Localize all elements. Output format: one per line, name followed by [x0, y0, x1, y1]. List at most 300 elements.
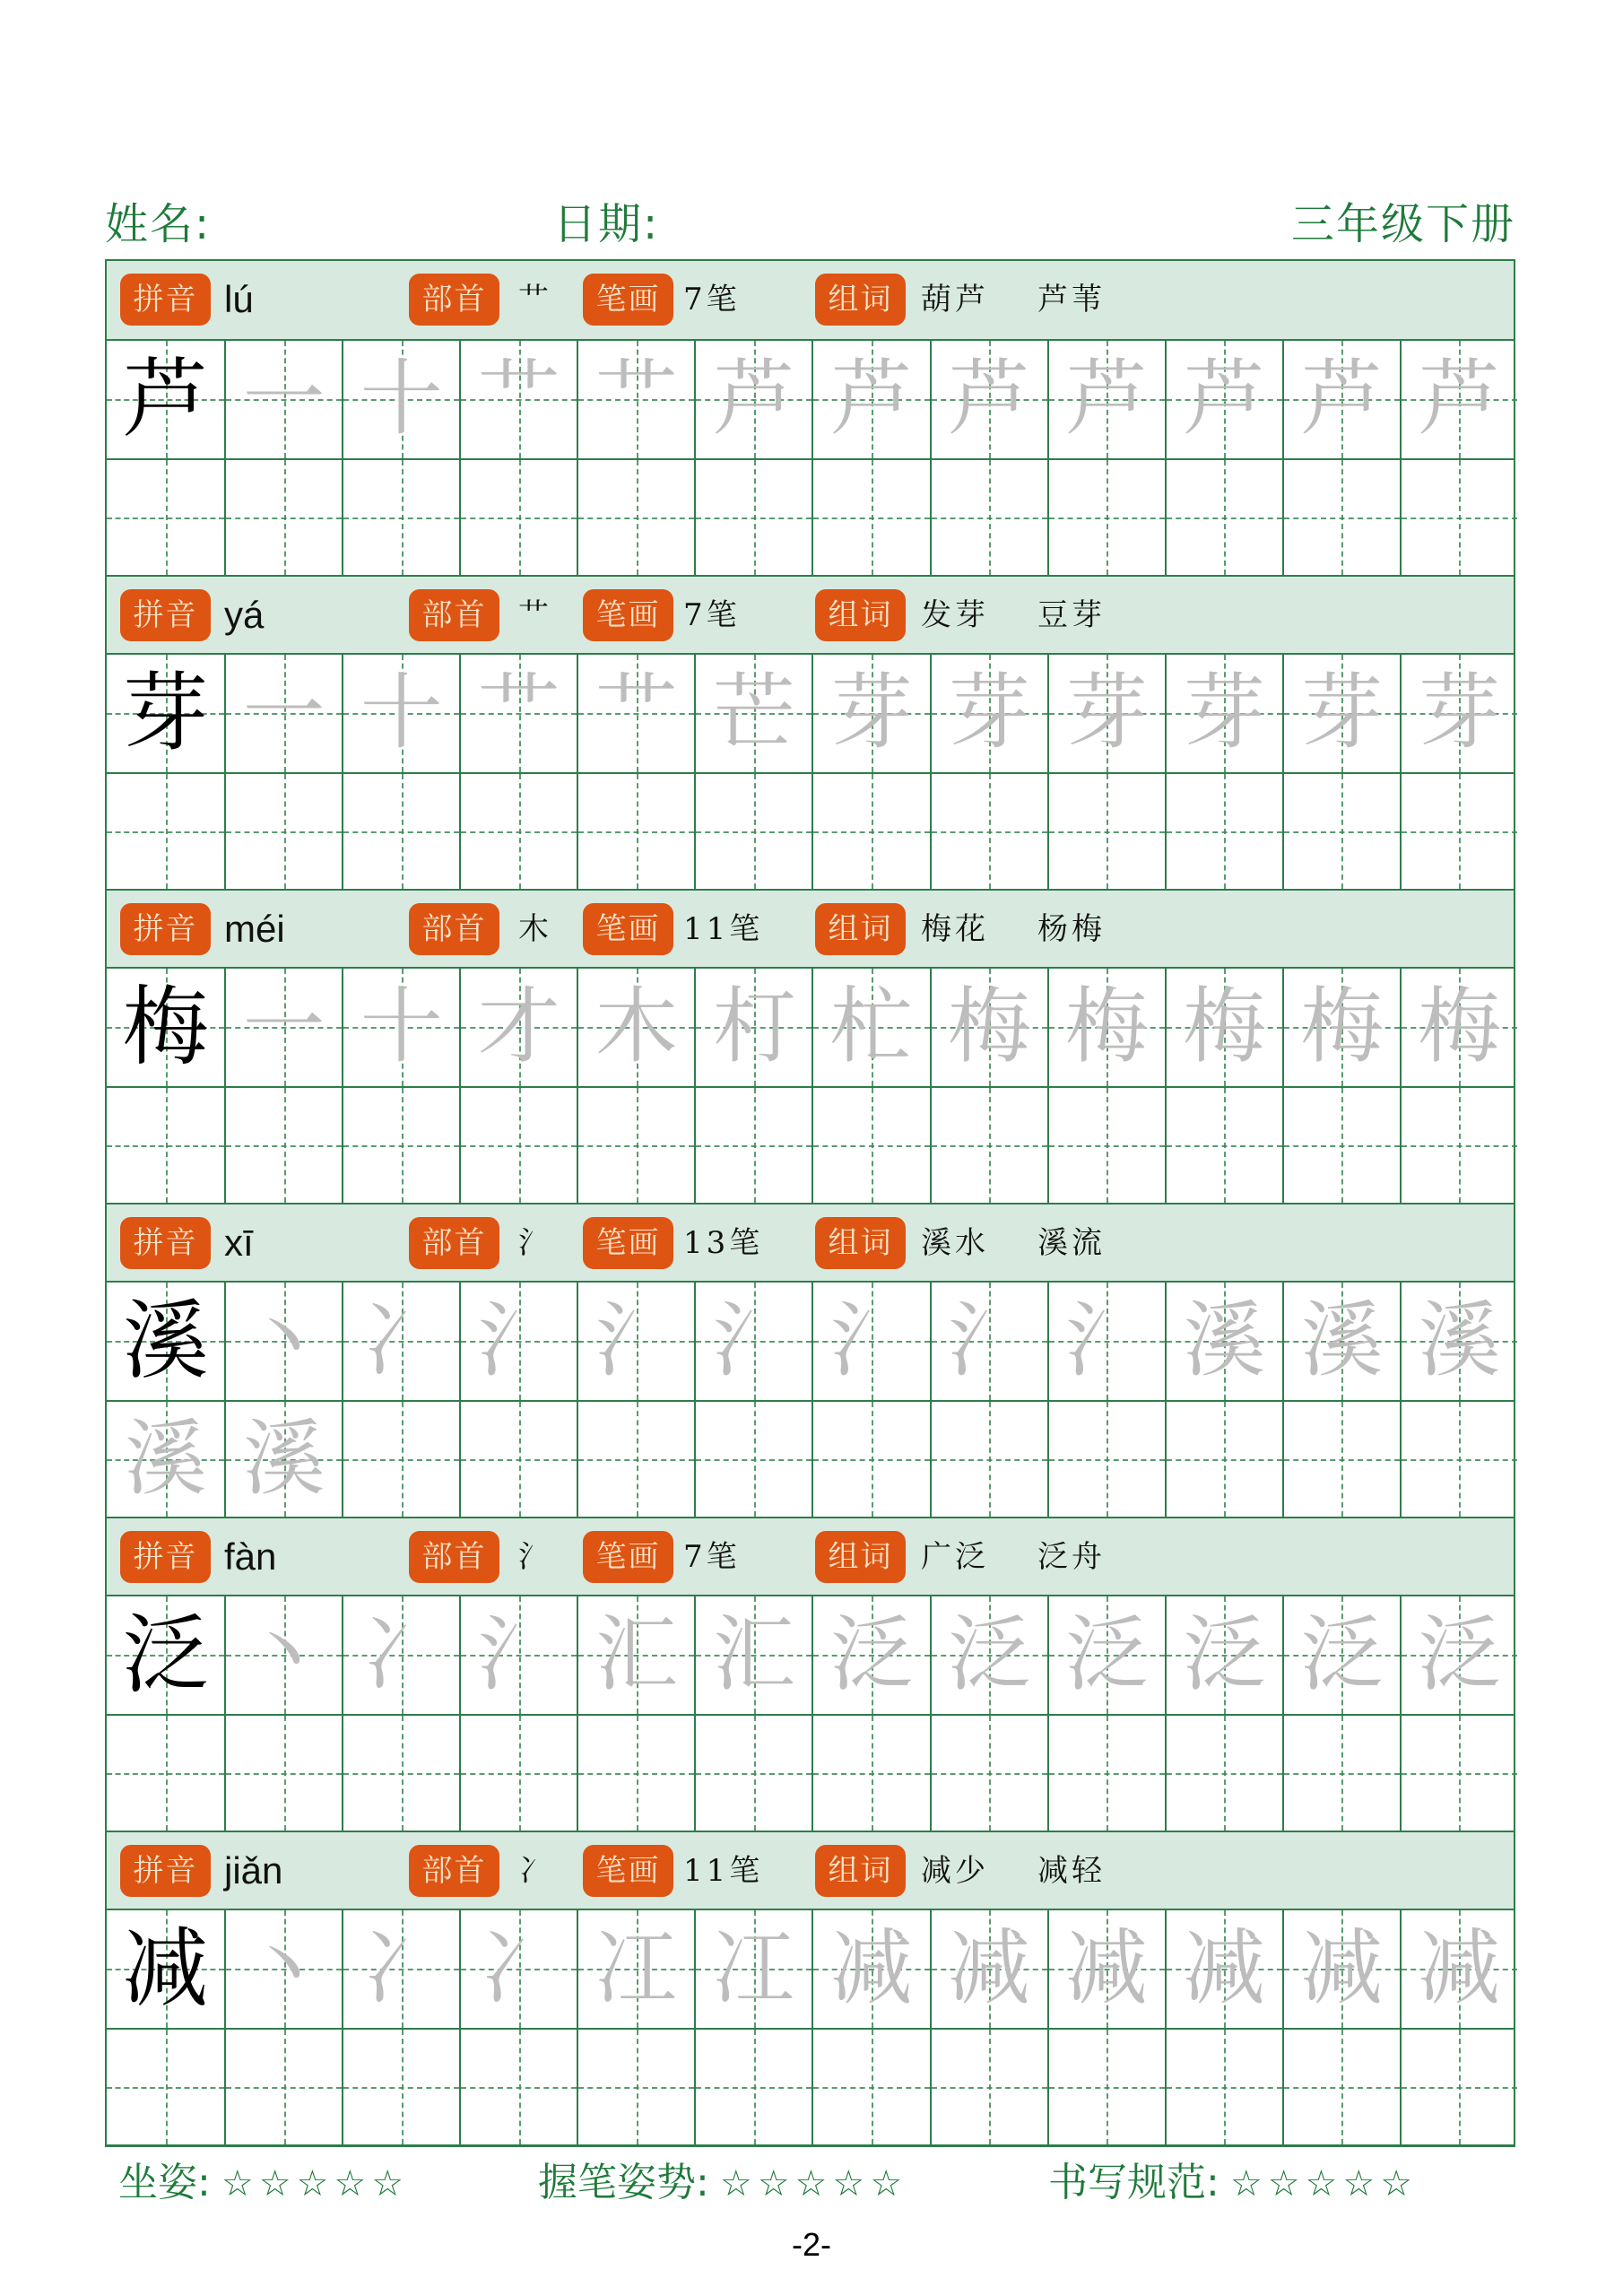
tianzige-cell[interactable] [1165, 1596, 1282, 1714]
stroke-order-trace: 芦 [712, 351, 795, 448]
pinyin-badge: 拼音 [120, 1531, 211, 1583]
tianzige-cell[interactable] [224, 341, 342, 458]
stroke-order-trace: 梅 [1300, 978, 1384, 1075]
word-2: 减轻 [1037, 1853, 1106, 1889]
stroke-order-trace: 氵 [477, 1606, 560, 1703]
tianzige-cell[interactable] [459, 1596, 577, 1714]
tianzige-cell[interactable] [342, 1402, 459, 1518]
model-character: 芽 [122, 663, 209, 764]
stroke-order-trace [932, 774, 1047, 890]
tianzige-cell[interactable] [107, 341, 224, 458]
tianzige-cell[interactable] [107, 1402, 224, 1518]
tianzige-cell[interactable] [1282, 1283, 1400, 1400]
tianzige-cell[interactable] [342, 460, 459, 576]
tianzige-cell[interactable] [1282, 2030, 1400, 2145]
tianzige-cell[interactable] [812, 1596, 929, 1714]
radical-badge: 部首 [409, 1845, 499, 1897]
writing-label: 书写规范: [1048, 2160, 1219, 2205]
character-info-bar [107, 1517, 1514, 1596]
star-icon[interactable]: ☆☆☆☆☆ [719, 2163, 908, 2205]
stroke-order-trace [1284, 1402, 1400, 1518]
stroke-order-trace: 减 [948, 1920, 1031, 2017]
stroke-order-trace: 溪 [242, 1410, 325, 1507]
pinyin-value: fàn [224, 1535, 277, 1578]
pinyin-value: jiǎn [224, 1849, 283, 1892]
writing-row [107, 1400, 1514, 1518]
tianzige-cell[interactable] [1400, 341, 1517, 458]
tianzige-cell[interactable] [930, 655, 1047, 772]
stroke-order-trace: 芽 [1065, 665, 1149, 761]
tianzige-cell[interactable] [1165, 1402, 1282, 1518]
radical-badge: 部首 [409, 1217, 499, 1269]
tianzige-cell[interactable] [694, 774, 812, 890]
stroke-order-trace [461, 460, 577, 576]
tianzige-cell[interactable] [107, 969, 224, 1086]
tianzige-cell[interactable] [694, 1716, 812, 1831]
stroke-count-value: 13笔 [683, 1225, 764, 1261]
tianzige-cell[interactable] [694, 969, 812, 1086]
tianzige-cell[interactable] [1047, 1910, 1165, 2028]
tianzige-cell[interactable] [812, 969, 929, 1086]
tianzige-cell[interactable] [459, 460, 577, 576]
tianzige-cell[interactable] [1047, 1716, 1165, 1831]
writing-row [107, 2028, 1514, 2145]
tianzige-cell[interactable] [694, 655, 812, 772]
stroke-order-trace: 梅 [1183, 978, 1266, 1075]
tianzige-cell[interactable] [577, 1088, 694, 1204]
tianzige-cell[interactable] [694, 341, 812, 458]
tianzige-cell[interactable] [342, 774, 459, 890]
tianzige-cell[interactable] [812, 1716, 929, 1831]
stroke-order-trace: 艹 [595, 665, 678, 761]
stroke-order-trace [107, 1088, 224, 1204]
stroke-order-trace [1049, 2030, 1165, 2145]
character-info-bar [107, 889, 1514, 969]
pinyin-value: xī [224, 1222, 254, 1264]
tianzige-cell[interactable] [812, 341, 929, 458]
pinyin-badge: 拼音 [120, 1845, 211, 1897]
tianzige-cell[interactable] [812, 774, 929, 890]
tianzige-cell[interactable] [1400, 1283, 1517, 1400]
stroke-order-trace [343, 1088, 459, 1204]
stroke-order-trace [461, 1088, 577, 1204]
stroke-order-trace [226, 774, 342, 890]
tianzige-cell[interactable] [577, 1716, 694, 1831]
stroke-order-trace [107, 774, 224, 890]
tianzige-cell[interactable] [812, 655, 929, 772]
stroke-order-trace [461, 1402, 577, 1518]
stroke-order-trace [932, 1402, 1047, 1518]
stroke-order-trace [578, 774, 694, 890]
tianzige-cell[interactable] [577, 2030, 694, 2145]
tianzige-cell[interactable] [812, 1283, 929, 1400]
tianzige-cell[interactable] [1400, 1402, 1517, 1518]
word-1: 葫芦 [921, 282, 989, 317]
tianzige-cell[interactable] [812, 1088, 929, 1204]
stroke-order-trace: 冮 [712, 1920, 795, 2017]
stroke-order-trace: 冫 [360, 1606, 443, 1703]
tianzige-cell[interactable] [1047, 655, 1165, 772]
tianzige-cell[interactable] [694, 1596, 812, 1714]
tianzige-cell[interactable] [1047, 341, 1165, 458]
stroke-order-trace [461, 2030, 577, 2145]
stroke-order-trace: 朾 [712, 978, 795, 1075]
tianzige-cell[interactable] [459, 655, 577, 772]
tianzige-cell[interactable] [342, 1088, 459, 1204]
stroke-order-trace: 丶 [242, 1292, 325, 1389]
stroke-order-trace: 溪 [1183, 1292, 1266, 1389]
tianzige-cell[interactable] [1165, 341, 1282, 458]
stroke-order-trace [226, 2030, 342, 2145]
stroke-order-trace: 冫 [477, 1920, 560, 2017]
radical-badge: 部首 [409, 1531, 499, 1583]
tianzige-cell[interactable] [694, 2030, 812, 2145]
stroke-order-trace: 芽 [1183, 665, 1266, 761]
tianzige-cell[interactable] [812, 1910, 929, 2028]
stroke-order-trace [932, 1088, 1047, 1204]
tianzige-cell[interactable] [577, 1402, 694, 1518]
tianzige-cell[interactable] [577, 1283, 694, 1400]
tianzige-cell[interactable] [930, 341, 1047, 458]
stroke-order-trace [1167, 1402, 1282, 1518]
stroke-order-trace [578, 460, 694, 576]
radical-badge: 部首 [409, 589, 499, 641]
stroke-order-trace: 一 [242, 351, 325, 448]
stroke-order-trace [1284, 1716, 1400, 1831]
practice-grid [105, 259, 1515, 2147]
tianzige-cell[interactable] [1047, 1402, 1165, 1518]
word-2: 豆芽 [1037, 597, 1106, 633]
stroke-order-trace: 泛 [1065, 1606, 1149, 1703]
stroke-order-trace [1284, 1088, 1400, 1204]
tianzige-cell[interactable] [1282, 1596, 1400, 1714]
tianzige-cell[interactable] [107, 655, 224, 772]
stroke-order-trace: 芦 [830, 351, 914, 448]
tianzige-cell[interactable] [1165, 1088, 1282, 1204]
stroke-order-trace: 芽 [1418, 665, 1501, 761]
word-1: 梅花 [921, 911, 989, 947]
character-section [107, 261, 1514, 575]
tianzige-cell[interactable] [577, 1596, 694, 1714]
tianzige-cell[interactable] [1282, 1088, 1400, 1204]
tianzige-cell[interactable] [224, 460, 342, 576]
pinyin-badge: 拼音 [120, 274, 211, 326]
tianzige-cell[interactable] [107, 1716, 224, 1831]
tianzige-cell[interactable] [107, 1910, 224, 2028]
character-section [107, 889, 1514, 1203]
word-1: 广泛 [921, 1539, 989, 1575]
words-badge: 组词 [815, 274, 906, 326]
character-info-bar [107, 575, 1514, 655]
pinyin-value: lú [224, 278, 254, 320]
tianzige-cell[interactable] [930, 774, 1047, 890]
tianzige-cell[interactable] [224, 655, 342, 772]
stroke-order-trace [1402, 774, 1517, 890]
tianzige-cell[interactable] [224, 1596, 342, 1714]
tianzige-cell[interactable] [694, 460, 812, 576]
stroke-order-trace: 减 [830, 1920, 914, 2017]
tianzige-cell[interactable] [459, 2030, 577, 2145]
word-2: 芦苇 [1037, 282, 1106, 317]
tianzige-cell[interactable] [1400, 969, 1517, 1086]
tianzige-cell[interactable] [342, 1283, 459, 1400]
character-section [107, 1517, 1514, 1831]
stroke-order-trace [1049, 774, 1165, 890]
stroke-order-trace [1049, 1716, 1165, 1831]
tianzige-cell[interactable] [1400, 1910, 1517, 2028]
stroke-order-trace [1402, 1402, 1517, 1518]
radical-value: 冫 [518, 1853, 552, 1889]
tianzige-cell[interactable] [1047, 969, 1165, 1086]
stroke-order-trace: 溪 [1418, 1292, 1501, 1389]
stroke-order-trace [343, 774, 459, 890]
writing-row [107, 341, 1514, 458]
strokes-badge: 笔画 [583, 274, 673, 326]
words-badge: 组词 [815, 1531, 906, 1583]
stroke-order-trace: 丶 [242, 1606, 325, 1703]
tianzige-cell[interactable] [342, 1716, 459, 1831]
stroke-order-trace [932, 1716, 1047, 1831]
tianzige-cell[interactable] [107, 1596, 224, 1714]
stroke-order-trace: 芒 [712, 665, 795, 761]
tianzige-cell[interactable] [224, 2030, 342, 2145]
stroke-order-trace: 减 [1183, 1920, 1266, 2017]
stroke-count-value: 7笔 [683, 597, 741, 633]
character-section [107, 575, 1514, 889]
stroke-order-trace [1402, 2030, 1517, 2145]
tianzige-cell[interactable] [1282, 460, 1400, 576]
tianzige-cell[interactable] [694, 1402, 812, 1518]
stroke-order-trace [343, 460, 459, 576]
character-section [107, 1831, 1514, 2144]
tianzige-cell[interactable] [1282, 1402, 1400, 1518]
tianzige-cell[interactable] [1165, 774, 1282, 890]
tianzige-cell[interactable] [107, 774, 224, 890]
tianzige-cell[interactable] [930, 1283, 1047, 1400]
stroke-order-trace: 氵 [595, 1292, 678, 1389]
tianzige-cell[interactable] [459, 1910, 577, 2028]
star-icon[interactable]: ☆☆☆☆☆ [221, 2163, 410, 2205]
tianzige-cell[interactable] [930, 1596, 1047, 1714]
tianzige-cell[interactable] [1165, 1716, 1282, 1831]
stroke-order-trace [578, 1088, 694, 1204]
stroke-order-trace [578, 1716, 694, 1831]
strokes-badge: 笔画 [583, 1217, 673, 1269]
tianzige-cell[interactable] [577, 460, 694, 576]
strokes-badge: 笔画 [583, 1531, 673, 1583]
tianzige-cell[interactable] [342, 341, 459, 458]
tianzige-cell[interactable] [1047, 2030, 1165, 2145]
tianzige-cell[interactable] [930, 969, 1047, 1086]
stroke-order-trace [1049, 460, 1165, 576]
stroke-order-trace [813, 460, 929, 576]
stroke-order-trace: 艹 [477, 665, 560, 761]
stroke-order-trace: 减 [1065, 1920, 1149, 2017]
tianzige-cell[interactable] [459, 1088, 577, 1204]
stroke-order-trace [226, 1716, 342, 1831]
stroke-order-trace: 减 [1418, 1920, 1501, 2017]
tianzige-cell[interactable] [577, 1910, 694, 2028]
tianzige-cell[interactable] [107, 1283, 224, 1400]
stroke-order-trace: 芦 [1418, 351, 1501, 448]
tianzige-cell[interactable] [930, 1910, 1047, 2028]
stroke-order-trace [696, 1716, 812, 1831]
tianzige-cell[interactable] [459, 774, 577, 890]
tianzige-cell[interactable] [1165, 1283, 1282, 1400]
stroke-count-value: 7笔 [683, 1539, 741, 1575]
word-2: 溪流 [1037, 1225, 1106, 1261]
stroke-order-trace [226, 1088, 342, 1204]
tianzige-cell[interactable] [1400, 460, 1517, 576]
pinyin-badge: 拼音 [120, 589, 211, 641]
tianzige-cell[interactable] [1400, 655, 1517, 772]
pinyin-value: yá [224, 594, 265, 636]
tianzige-cell[interactable] [342, 969, 459, 1086]
tianzige-cell[interactable] [1282, 774, 1400, 890]
stroke-order-trace [1284, 774, 1400, 890]
stroke-order-trace: 减 [1300, 1920, 1384, 2017]
writing-row [107, 1283, 1514, 1400]
tianzige-cell[interactable] [342, 2030, 459, 2145]
word-1: 发芽 [921, 597, 989, 633]
tianzige-cell[interactable] [1400, 774, 1517, 890]
radical-value: 木 [518, 911, 552, 947]
stroke-order-trace [696, 2030, 812, 2145]
tianzige-cell[interactable] [1282, 341, 1400, 458]
tianzige-cell[interactable] [342, 1910, 459, 2028]
tianzige-cell[interactable] [1165, 460, 1282, 576]
tianzige-cell[interactable] [107, 1088, 224, 1204]
stroke-order-trace: 氵 [1065, 1292, 1149, 1389]
writing-row [107, 1910, 1514, 2028]
tianzige-cell[interactable] [1165, 655, 1282, 772]
model-character: 溪 [122, 1291, 209, 1392]
tianzige-cell[interactable] [1047, 1088, 1165, 1204]
tianzige-cell[interactable] [577, 774, 694, 890]
date-label: 日期: [553, 199, 660, 249]
tianzige-cell[interactable] [694, 1088, 812, 1204]
stroke-count-value: 7笔 [683, 282, 741, 317]
tianzige-cell[interactable] [930, 1088, 1047, 1204]
tianzige-cell[interactable] [224, 1910, 342, 2028]
model-character: 梅 [122, 977, 209, 1078]
tianzige-cell[interactable] [459, 1716, 577, 1831]
stroke-order-trace [813, 1402, 929, 1518]
tianzige-cell[interactable] [930, 460, 1047, 576]
word-1: 溪水 [921, 1225, 989, 1261]
tianzige-cell[interactable] [1282, 1716, 1400, 1831]
tianzige-cell[interactable] [577, 969, 694, 1086]
tianzige-cell[interactable] [224, 1088, 342, 1204]
tianzige-cell[interactable] [930, 1716, 1047, 1831]
stroke-order-trace: 冮 [595, 1920, 678, 2017]
radical-badge: 部首 [409, 903, 499, 955]
writing-row [107, 1714, 1514, 1831]
radical-value: 氵 [518, 1539, 552, 1575]
tianzige-cell[interactable] [930, 2030, 1047, 2145]
star-icon[interactable]: ☆☆☆☆☆ [1229, 2163, 1419, 2205]
tianzige-cell[interactable] [224, 1716, 342, 1831]
tianzige-cell[interactable] [459, 1402, 577, 1518]
model-character: 减 [122, 1918, 209, 2020]
model-character: 泛 [122, 1605, 209, 1706]
stroke-order-trace [696, 1402, 812, 1518]
tianzige-cell[interactable] [459, 341, 577, 458]
stroke-order-trace: 一 [242, 665, 325, 761]
tianzige-cell[interactable] [577, 341, 694, 458]
words-badge: 组词 [815, 1217, 906, 1269]
tianzige-cell[interactable] [1400, 1596, 1517, 1714]
tianzige-cell[interactable] [1400, 1088, 1517, 1204]
stroke-order-trace: 冫 [360, 1292, 443, 1389]
stroke-order-trace [1284, 2030, 1400, 2145]
stroke-order-trace [813, 774, 929, 890]
stroke-order-trace [813, 1716, 929, 1831]
stroke-order-trace: 梅 [948, 978, 1031, 1075]
tianzige-cell[interactable] [1165, 1910, 1282, 2028]
tianzige-cell[interactable] [1282, 969, 1400, 1086]
stroke-order-trace [343, 1716, 459, 1831]
tianzige-cell[interactable] [577, 655, 694, 772]
tianzige-cell[interactable] [812, 2030, 929, 2145]
tianzige-cell[interactable] [930, 1402, 1047, 1518]
strokes-badge: 笔画 [583, 589, 673, 641]
stroke-order-trace: 氵 [948, 1292, 1031, 1389]
tianzige-cell[interactable] [224, 1283, 342, 1400]
tianzige-cell[interactable] [812, 1402, 929, 1518]
tianzige-cell[interactable] [107, 460, 224, 576]
tianzige-cell[interactable] [224, 969, 342, 1086]
tianzige-cell[interactable] [694, 1910, 812, 2028]
stroke-order-trace [343, 2030, 459, 2145]
tianzige-cell[interactable] [224, 774, 342, 890]
tianzige-cell[interactable] [1282, 1910, 1400, 2028]
evaluation-footer [0, 2158, 1623, 2208]
tianzige-cell[interactable] [1400, 2030, 1517, 2145]
character-info-bar [107, 1203, 1514, 1283]
tianzige-cell[interactable] [1165, 969, 1282, 1086]
stroke-order-trace: 芽 [830, 665, 914, 761]
radical-value: 艹 [518, 282, 552, 317]
stroke-order-trace: 芦 [1065, 351, 1149, 448]
stroke-order-trace [696, 1088, 812, 1204]
tianzige-cell[interactable] [459, 969, 577, 1086]
tianzige-cell[interactable] [1047, 774, 1165, 890]
tianzige-cell[interactable] [342, 655, 459, 772]
tianzige-cell[interactable] [1047, 1283, 1165, 1400]
tianzige-cell[interactable] [1282, 655, 1400, 772]
tianzige-cell[interactable] [1165, 2030, 1282, 2145]
stroke-order-trace: 泛 [830, 1606, 914, 1703]
tianzige-cell[interactable] [107, 2030, 224, 2145]
tianzige-cell[interactable] [812, 460, 929, 576]
stroke-count-value: 11笔 [683, 911, 764, 947]
tianzige-cell[interactable] [694, 1283, 812, 1400]
tianzige-cell[interactable] [224, 1402, 342, 1518]
stroke-order-trace [1167, 2030, 1282, 2145]
pen-grip-label: 握笔姿势: [538, 2160, 709, 2205]
stroke-order-trace: 泛 [1183, 1606, 1266, 1703]
stroke-order-trace: 艹 [595, 351, 678, 448]
tianzige-cell[interactable] [1047, 1596, 1165, 1714]
tianzige-cell[interactable] [342, 1596, 459, 1714]
tianzige-cell[interactable] [459, 1283, 577, 1400]
tianzige-cell[interactable] [1047, 460, 1165, 576]
tianzige-cell[interactable] [1400, 1716, 1517, 1831]
stroke-order-trace: 艹 [477, 351, 560, 448]
stroke-order-trace: 汇 [595, 1606, 678, 1703]
stroke-order-trace: 氵 [712, 1292, 795, 1389]
